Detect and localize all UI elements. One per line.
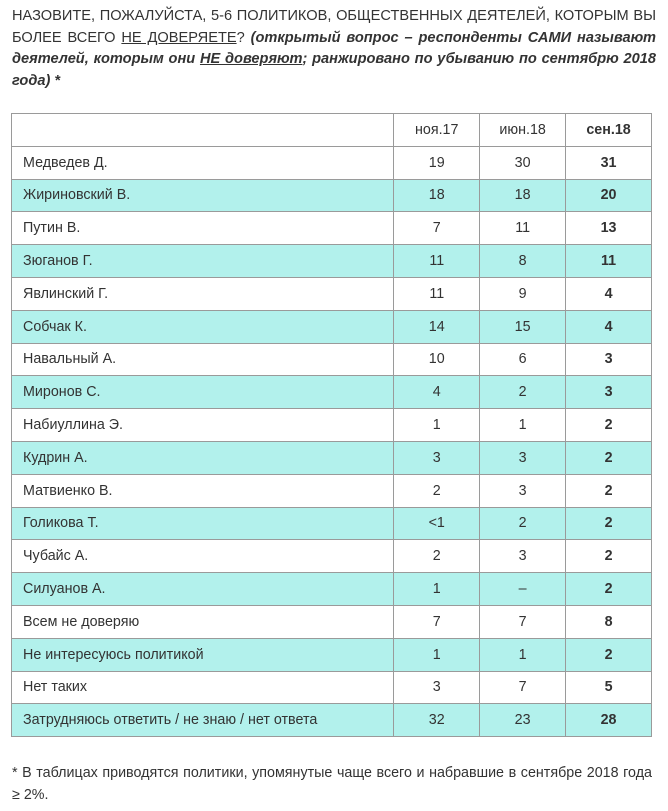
table-header-row <box>12 114 652 147</box>
row-value-sep18: 28 <box>566 704 652 737</box>
row-value-jun18: 3 <box>480 474 566 507</box>
table-row <box>12 146 652 179</box>
row-name-cell: Путин В. <box>12 212 394 245</box>
row-value-jun18: 30 <box>480 146 566 179</box>
row-value-jun18: 9 <box>480 277 566 310</box>
row-value-sep18: 2 <box>566 507 652 540</box>
table-row <box>12 179 652 212</box>
row-value-sep18: 13 <box>566 212 652 245</box>
table-body <box>12 146 652 736</box>
heading-text: НАЗОВИТЕ, ПОЖАЛУЙСТА, 5-6 ПОЛИТИКОВ, ОБЩЕСТВЕННЫХ ДЕЯТЕЛЕЙ, КОТОРЫМ ВЫ БОЛЕЕ ВСЕГО <box>12 8 656 46</box>
table-row <box>12 245 652 278</box>
table-row <box>12 376 652 409</box>
row-value-jun18: – <box>480 573 566 606</box>
row-value-sep18: 4 <box>566 277 652 310</box>
row-value-nov17: 11 <box>394 245 480 278</box>
row-value-nov17: 4 <box>394 376 480 409</box>
heading-note-end: ; ранжировано по убыванию по сентябрю 2018 года) * <box>12 51 657 89</box>
row-value-nov17: 19 <box>394 146 480 179</box>
heading-note-underlined: НЕ доверяют <box>199 51 303 67</box>
heading-underlined: НЕ ДОВЕРЯЕТЕ <box>121 29 237 46</box>
column-header-sep18: сен.18 <box>566 114 652 147</box>
table-row <box>12 507 652 540</box>
table-row <box>12 573 652 606</box>
row-value-nov17: 7 <box>394 605 480 638</box>
row-name-cell: Матвиенко В. <box>12 474 394 507</box>
row-name-cell: Набиуллина Э. <box>12 409 394 442</box>
table-row <box>12 409 652 442</box>
table-row <box>12 343 652 376</box>
row-value-jun18: 23 <box>480 704 566 737</box>
row-value-sep18: 5 <box>566 671 652 704</box>
row-name-cell: Голикова Т. <box>12 507 394 540</box>
row-name-cell: Медведев Д. <box>12 146 394 179</box>
column-header-name <box>12 114 394 147</box>
row-name-cell: Зюганов Г. <box>12 245 394 278</box>
column-header-nov17: ноя.17 <box>394 114 480 147</box>
table-row <box>12 441 652 474</box>
table-row <box>12 671 652 704</box>
row-value-sep18: 11 <box>566 245 652 278</box>
row-value-jun18: 18 <box>480 179 566 212</box>
row-value-sep18: 31 <box>566 146 652 179</box>
row-value-nov17: 3 <box>394 441 480 474</box>
row-value-nov17: 2 <box>394 540 480 573</box>
row-value-sep18: 2 <box>566 441 652 474</box>
row-value-sep18: 2 <box>566 474 652 507</box>
question-heading <box>12 6 656 92</box>
row-value-nov17: 18 <box>394 179 480 212</box>
row-name-cell: Всем не доверяю <box>12 605 394 638</box>
row-value-jun18: 7 <box>480 605 566 638</box>
row-name-cell: Силуанов А. <box>12 573 394 606</box>
row-name-cell: Жириновский В. <box>12 179 394 212</box>
row-value-jun18: 15 <box>480 310 566 343</box>
row-value-jun18: 11 <box>480 212 566 245</box>
row-value-sep18: 3 <box>566 343 652 376</box>
row-value-nov17: 7 <box>394 212 480 245</box>
row-value-jun18: 1 <box>480 409 566 442</box>
row-name-cell: Нет таких <box>12 671 394 704</box>
row-name-cell: Кудрин А. <box>12 441 394 474</box>
row-value-jun18: 7 <box>480 671 566 704</box>
row-value-sep18: 3 <box>566 376 652 409</box>
row-value-jun18: 2 <box>480 376 566 409</box>
row-value-jun18: 3 <box>480 540 566 573</box>
table-row <box>12 310 652 343</box>
row-value-nov17: 32 <box>394 704 480 737</box>
row-name-cell: Явлинский Г. <box>12 277 394 310</box>
row-value-jun18: 8 <box>480 245 566 278</box>
row-value-sep18: 2 <box>566 540 652 573</box>
row-name-cell: Затрудняюсь ответить / не знаю / нет ответа <box>12 704 394 737</box>
row-value-nov17: 2 <box>394 474 480 507</box>
row-value-nov17: 1 <box>394 573 480 606</box>
footnote: * В таблицах приводятся политики, упомянутые чаще всего и набравшие в сентябре 2018 года ≥ 2%. <box>12 765 652 803</box>
row-name-cell: Собчак К. <box>12 310 394 343</box>
row-value-sep18: 8 <box>566 605 652 638</box>
row-value-nov17: 1 <box>394 638 480 671</box>
table-row <box>12 638 652 671</box>
row-value-jun18: 1 <box>480 638 566 671</box>
row-value-sep18: 4 <box>566 310 652 343</box>
table-row <box>12 474 652 507</box>
heading-note: (открытый вопрос – респонденты САМИ называют деятелей, которым они <box>12 29 656 67</box>
table-row <box>12 605 652 638</box>
row-value-nov17: <1 <box>394 507 480 540</box>
table-row <box>12 277 652 310</box>
row-value-sep18: 2 <box>566 573 652 606</box>
row-name-cell: Чубайс А. <box>12 540 394 573</box>
row-value-sep18: 20 <box>566 179 652 212</box>
column-header-jun18: июн.18 <box>480 114 566 147</box>
row-name-cell: Не интересуюсь политикой <box>12 638 394 671</box>
distrust-table <box>11 113 652 737</box>
row-value-nov17: 10 <box>394 343 480 376</box>
row-value-nov17: 14 <box>394 310 480 343</box>
row-name-cell: Навальный А. <box>12 343 394 376</box>
row-value-sep18: 2 <box>566 409 652 442</box>
row-value-sep18: 2 <box>566 638 652 671</box>
table-row <box>12 540 652 573</box>
row-value-nov17: 11 <box>394 277 480 310</box>
row-value-nov17: 3 <box>394 671 480 704</box>
table-row <box>12 212 652 245</box>
row-value-jun18: 6 <box>480 343 566 376</box>
row-name-cell: Миронов С. <box>12 376 394 409</box>
heading-question-mark: ? <box>236 29 251 46</box>
row-value-jun18: 2 <box>480 507 566 540</box>
row-value-nov17: 1 <box>394 409 480 442</box>
row-value-jun18: 3 <box>480 441 566 474</box>
table-row <box>12 704 652 737</box>
